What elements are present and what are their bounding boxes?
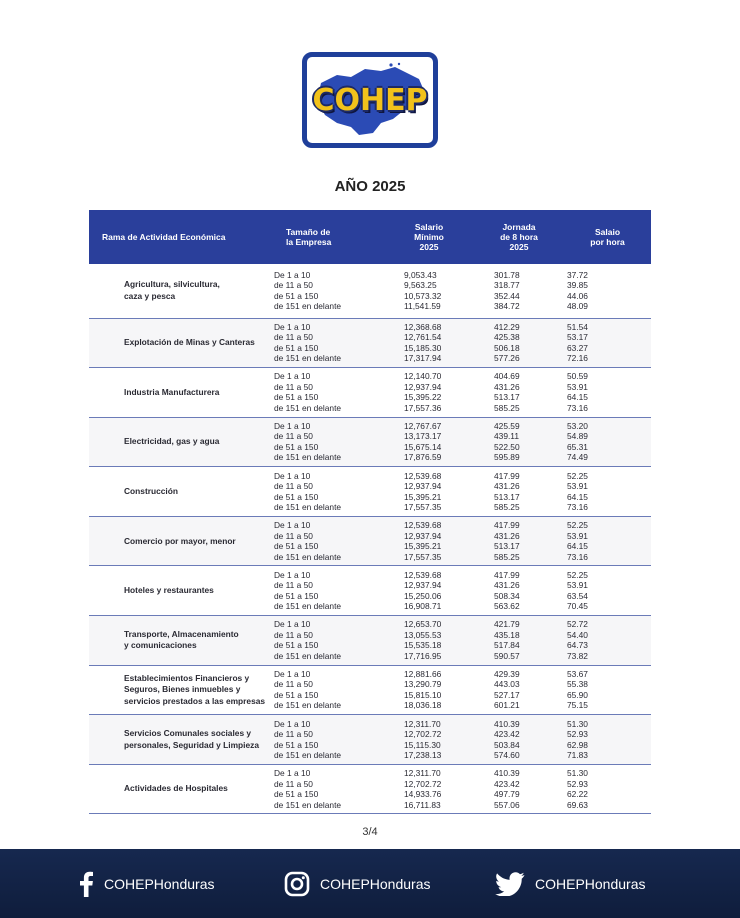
twitter-icon <box>495 872 525 896</box>
minimum-wage-table <box>89 210 651 814</box>
size-cell: De 1 a 10 de 11 a 50 de 51 a 150 de 151 en delante <box>274 569 342 612</box>
table-row <box>89 665 651 715</box>
size-cell: De 1 a 10 de 11 a 50 de 51 a 150 de 151 en delante <box>274 470 342 513</box>
instagram-link[interactable] <box>284 871 431 897</box>
rama-cell: Electricidad, gas y agua <box>124 436 220 447</box>
jornada-cell: 425.59 439.11 522.50 595.89 <box>494 420 520 463</box>
jornada-cell: 421.79 435.18 517.84 590.57 <box>494 619 520 661</box>
header-hora: Salaio por hora <box>564 210 651 264</box>
hora-cell: 52.25 53.91 63.54 70.45 <box>567 569 588 612</box>
table-row <box>89 715 651 765</box>
size-cell: De 1 a 10 de 11 a 50 de 51 a 150 de 151 en delante <box>274 619 342 661</box>
size-cell: De 1 a 10 de 11 a 50 de 51 a 150 de 151 en delante <box>274 768 342 810</box>
jornada-cell: 410.39 423.42 503.84 574.60 <box>494 718 520 761</box>
jornada-cell: 417.99 431.26 508.34 563.62 <box>494 569 520 612</box>
jornada-cell: 417.99 431.26 513.17 585.25 <box>494 520 520 562</box>
salario-cell: 12,368.68 12,761.54 15,185.30 17,317.94 <box>404 321 442 364</box>
header-salario: Salario Mínimo 2025 <box>384 210 474 264</box>
hora-cell: 51.54 53.17 63.27 72.16 <box>567 321 588 364</box>
hora-cell: 37.72 39.85 44.06 48.09 <box>567 269 588 312</box>
rama-cell: Actividades de Hospitales <box>124 783 228 794</box>
jornada-cell: 410.39 423.42 497.79 557.06 <box>494 768 520 810</box>
table-row <box>89 764 651 814</box>
table-row <box>89 368 651 418</box>
jornada-cell: 412.29 425.38 506.18 577.26 <box>494 321 520 364</box>
logo-wordmark: COHEP <box>312 83 428 118</box>
size-cell: De 1 a 10 de 11 a 50 de 51 a 150 de 151 en delante <box>274 520 342 562</box>
salario-cell: 12,311.70 12,702.72 14,933.76 16,711.83 <box>404 768 442 810</box>
twitter-link[interactable] <box>495 871 646 897</box>
table-row <box>89 417 651 467</box>
salario-cell: 12,539.68 12,937.94 15,250.06 16,908.71 <box>404 569 442 612</box>
footer-social-bar <box>0 849 740 918</box>
hora-cell: 52.72 54.40 64.73 73.82 <box>567 619 588 661</box>
table-row <box>89 318 651 368</box>
header-jornada: Jornada de 8 hora 2025 <box>474 210 564 264</box>
hora-cell: 51.30 52.93 62.98 71.83 <box>567 718 588 761</box>
rama-cell: Hoteles y restaurantes <box>124 585 214 596</box>
size-cell: De 1 a 10 de 11 a 50 de 51 a 150 de 151 en delante <box>274 269 342 312</box>
rama-cell: Transporte, Almacenamiento y comunicaciones <box>124 629 239 651</box>
hora-cell: 50.59 53.91 64.15 73.16 <box>567 371 588 413</box>
salario-cell: 12,653.70 13,055.53 15,535.18 17,716.95 <box>404 619 442 661</box>
size-cell: De 1 a 10 de 11 a 50 de 51 a 150 de 151 en delante <box>274 718 342 761</box>
table-row <box>89 516 651 566</box>
table-row <box>89 467 651 517</box>
jornada-cell: 429.39 443.03 527.17 601.21 <box>494 668 520 711</box>
table-header-row <box>89 210 651 264</box>
facebook-icon <box>78 871 94 897</box>
hora-cell: 53.20 54.89 65.31 74.49 <box>567 420 588 463</box>
jornada-cell: 417.99 431.26 513.17 585.25 <box>494 470 520 513</box>
size-cell: De 1 a 10 de 11 a 50 de 51 a 150 de 151 en delante <box>274 420 342 463</box>
rama-cell: Explotación de Minas y Canteras <box>124 337 255 348</box>
size-cell: De 1 a 10 de 11 a 50 de 51 a 150 de 151 en delante <box>274 668 342 711</box>
salario-cell: 12,539.68 12,937.94 15,395.21 17,557.35 <box>404 470 442 513</box>
table-row <box>89 566 651 616</box>
facebook-link[interactable] <box>78 871 215 897</box>
page-title: AÑO 2025 <box>334 178 406 195</box>
salario-cell: 12,881.66 13,290.79 15,815.10 18,036.18 <box>404 668 442 711</box>
salario-cell: 9,053.43 9,563.25 10,573.32 11,541.59 <box>404 269 442 312</box>
table-row <box>89 616 651 666</box>
salario-cell: 12,140.70 12,937.94 15,395.22 17,557.36 <box>404 371 442 413</box>
size-cell: De 1 a 10 de 11 a 50 de 51 a 150 de 151 en delante <box>274 371 342 413</box>
header-tamano: Tamaño de la Empresa <box>274 210 384 264</box>
rama-cell: Servicios Comunales sociales y personales, Seguridad y Limpieza <box>124 728 259 750</box>
header-rama: Rama de Actividad Económica <box>89 210 274 264</box>
cohep-logo <box>302 52 438 148</box>
jornada-cell: 301.78 318.77 352.44 384.72 <box>494 269 520 312</box>
jornada-cell: 404.69 431.26 513.17 585.25 <box>494 371 520 413</box>
salario-cell: 12,767.67 13,173.17 15,675.14 17,876.59 <box>404 420 442 463</box>
rama-cell: Agricultura, silvicultura, caza y pesca <box>124 279 220 301</box>
page-number: 3/4 <box>362 826 378 838</box>
facebook-handle: COHEPHonduras <box>104 876 215 892</box>
twitter-handle: COHEPHonduras <box>535 876 646 892</box>
size-cell: De 1 a 10 de 11 a 50 de 51 a 150 de 151 en delante <box>274 321 342 364</box>
hora-cell: 52.25 53.91 64.15 73.16 <box>567 470 588 513</box>
instagram-icon <box>284 871 310 897</box>
hora-cell: 51.30 52.93 62.22 69.63 <box>567 768 588 810</box>
salario-cell: 12,311.70 12,702.72 15,115.30 17,238.13 <box>404 718 442 761</box>
rama-cell: Establecimientos Financieros y Seguros, Bienes inmuebles y servicios prestados a las empresas <box>124 672 266 706</box>
table-row <box>89 264 651 318</box>
rama-cell: Construcción <box>124 485 178 496</box>
salario-cell: 12,539.68 12,937.94 15,395.21 17,557.35 <box>404 520 442 562</box>
hora-cell: 52.25 53.91 64.15 73.16 <box>567 520 588 562</box>
rama-cell: Industria Manufacturera <box>124 386 220 397</box>
instagram-handle: COHEPHonduras <box>320 876 431 892</box>
rama-cell: Comercio por mayor, menor <box>124 535 236 546</box>
hora-cell: 53.67 55.38 65.90 75.15 <box>567 668 588 711</box>
